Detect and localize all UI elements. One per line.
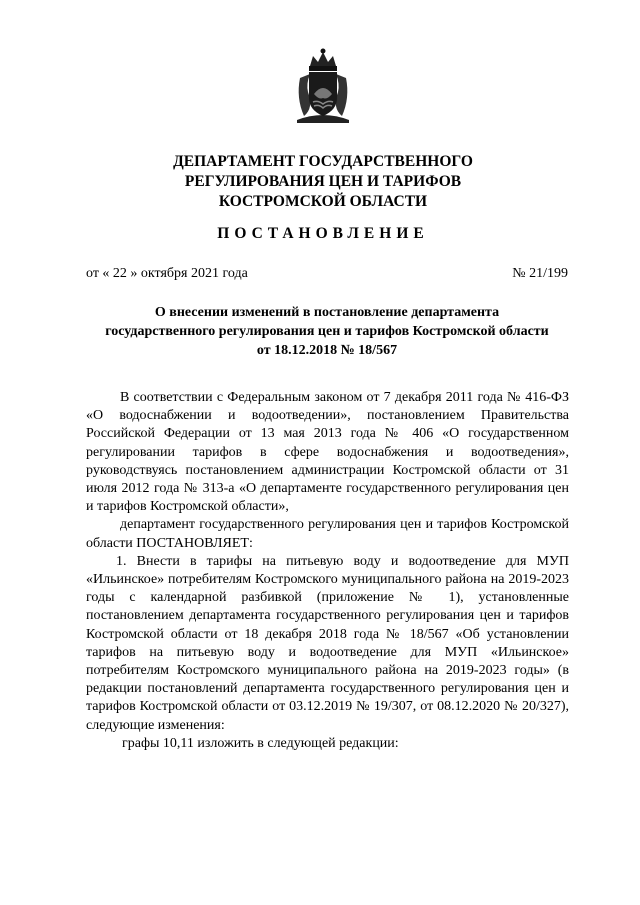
department-name-line-1: ДЕПАРТАМЕНТ ГОСУДАРСТВЕННОГО bbox=[173, 153, 473, 170]
body-paragraph: департамент государственного регулирования цен и тарифов Костромской области ПОСТАНОВЛЯЕТ: bbox=[86, 517, 569, 551]
department-name-line-2: РЕГУЛИРОВАНИЯ ЦЕН И ТАРИФОВ bbox=[184, 173, 462, 190]
subject-line-3: от 18.12.2018 № 18/567 bbox=[256, 343, 398, 358]
body-paragraph: 1. Внести в тарифы на питьевую воду и водоотведение для МУП «Ильинское» потребителям Костромского муниципального района на 2019-2023 годы с календарной разбивкой (приложение № 1), установленные постановлением департамента государственного регулирования цен и тарифов Костромской области от 18 декабря 2018 года № 18/567 «Об установлении тарифов на питьевую воду и водоотведение для МУП «Ильинское» потребителям Костромского муниципального района на 2019-2023 годы» (в редакции постановлений департамента государственного регулирования цен и тарифов Костромской области от 03.12.2019 № 19/307, от 08.12.2020 № 20/327), следующие изменения: bbox=[86, 553, 569, 733]
subject-line-1: О внесении изменений в постановление департамента bbox=[154, 305, 500, 320]
document-body bbox=[86, 389, 569, 753]
document-date: от « 22 » октября 2021 года bbox=[86, 266, 248, 281]
department-name-line-3: КОСТРОМСКОЙ ОБЛАСТИ bbox=[218, 193, 428, 210]
document-subject bbox=[86, 303, 568, 360]
subject-line-2: государственного регулирования цен и тарифов Костромской области bbox=[105, 324, 549, 339]
coat-of-arms-emblem bbox=[294, 48, 352, 124]
department-name bbox=[80, 152, 566, 212]
document-type-heading: ПОСТАНОВЛЕНИЕ bbox=[217, 225, 429, 242]
body-paragraph: В соответствии с Федеральным законом от 7 декабря 2011 года № 416-ФЗ «О водоснабжении и водоотведении», постановлением Правительства Российской Федерации от 13 мая 2013 года № 406 «О государственном регулировании тарифов в сфере водоснабжения и водоотведения», руководствуясь постановлением администрации Костромской области от 31 июля 2012 года № 313-а «О департаменте государственного регулирования цен и тарифов Костромской области», bbox=[86, 390, 569, 515]
body-paragraph: графы 10,11 изложить в следующей редакции: bbox=[122, 735, 399, 751]
document-number: № 21/199 bbox=[512, 266, 568, 281]
